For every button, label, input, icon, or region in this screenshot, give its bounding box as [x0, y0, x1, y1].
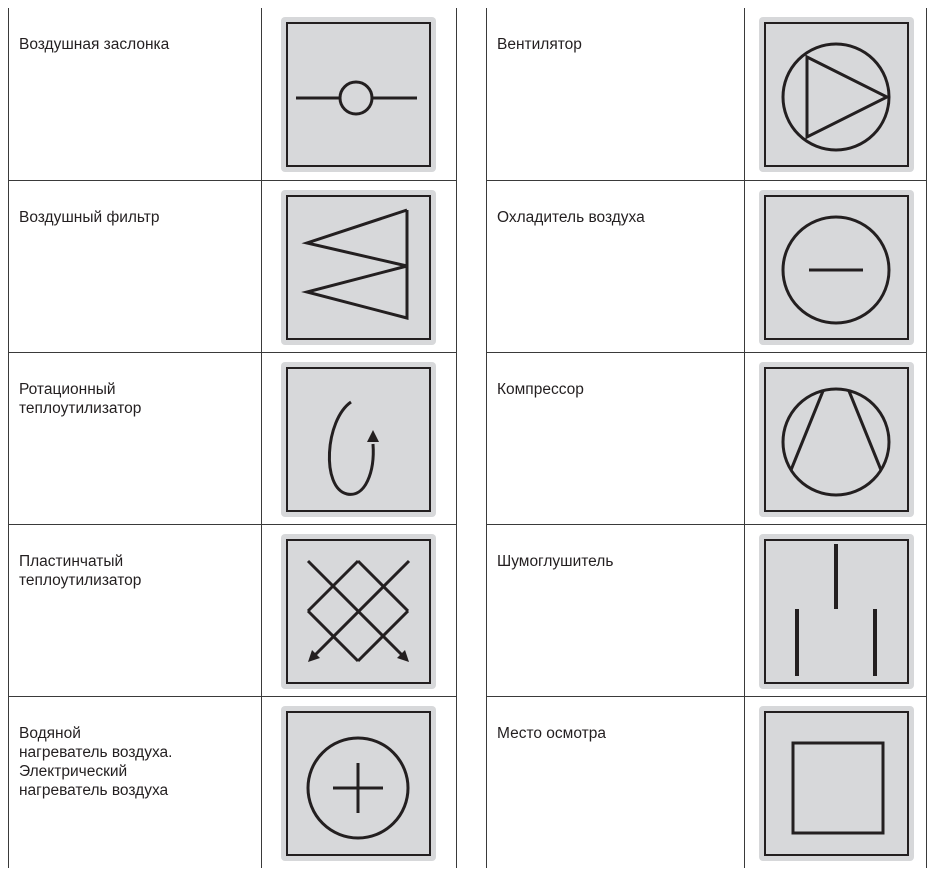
air-filter-symbol [281, 190, 436, 345]
air-cooler-symbol [759, 190, 914, 345]
rotary-heat-exchanger-symbol [281, 362, 436, 517]
air-cooler-label: Охладитель воздуха [497, 208, 645, 226]
fan-symbol [759, 17, 914, 172]
compressor-label: Компрессор [497, 380, 584, 398]
legend-row-air-cooler [487, 180, 927, 352]
air-filter-icon [281, 190, 436, 345]
plus-circle-icon [281, 706, 436, 861]
legend-row-inspection-point [487, 696, 927, 868]
inspection-point-label: Место осмотра [497, 724, 606, 742]
crossed-plates-icon [281, 534, 436, 689]
silencer-icon [759, 534, 914, 689]
plate-heat-exchanger-label: Пластинчатый теплоутилизатор [19, 552, 142, 589]
plate-heat-exchanger-symbol [281, 534, 436, 689]
heater-symbol [281, 706, 436, 861]
legend-row-compressor [487, 352, 927, 524]
legend-row-fan [487, 8, 927, 180]
inspection-point-symbol [759, 706, 914, 861]
legend-row-silencer [487, 524, 927, 696]
compressor-symbol [759, 362, 914, 517]
silencer-symbol [759, 534, 914, 689]
legend-row-air-filter [9, 180, 457, 352]
air-filter-label: Воздушный фильтр [19, 208, 160, 226]
air-damper-label: Воздушная заслонка [19, 36, 170, 53]
heater-label: Водяной нагреватель воздуха. Электрический нагреватель воздуха [19, 724, 173, 799]
minus-circle-icon [759, 190, 914, 345]
compressor-icon [759, 362, 914, 517]
legend-row-rotary-heat-exchanger [9, 352, 457, 524]
square-icon [759, 706, 914, 861]
rotary-arrow-icon [281, 362, 436, 517]
legend-row-plate-heat-exchanger [9, 524, 457, 696]
right-legend-table [486, 8, 927, 868]
legend-row-heater [9, 696, 457, 868]
air-damper-symbol [281, 17, 436, 172]
fan-icon [759, 17, 914, 172]
legend-row-air-damper [9, 8, 457, 180]
air-damper-icon [281, 17, 436, 172]
rotary-heat-exchanger-label: Ротационный теплоутилизатор [19, 380, 142, 417]
silencer-label: Шумоглушитель [497, 552, 614, 570]
fan-label: Вентилятор [497, 36, 582, 53]
left-legend-table [8, 8, 457, 868]
